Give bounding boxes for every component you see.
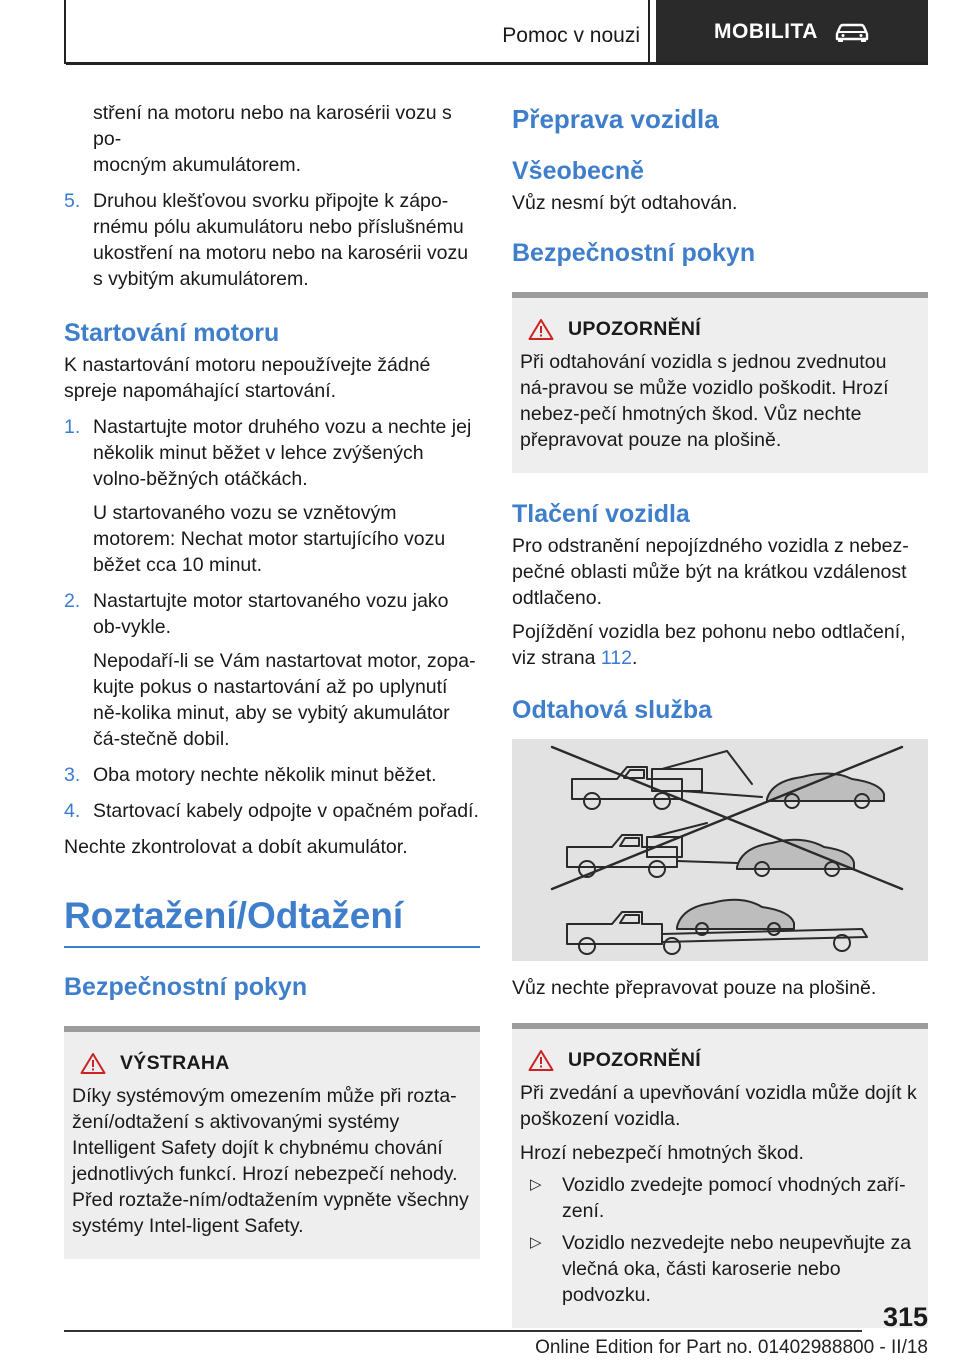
step-number: 1. bbox=[64, 416, 81, 438]
header-divider bbox=[64, 0, 66, 64]
section-heading: Bezpečnostní pokyn bbox=[64, 973, 308, 1001]
caution-box bbox=[512, 1023, 928, 1328]
footer-edition: Online Edition for Part no. 01402988800 - II/18 bbox=[535, 1337, 928, 1358]
header-chapter-label: MOBILITA bbox=[714, 20, 818, 43]
paragraph: Vůz nesmí být odtahován. bbox=[512, 192, 738, 214]
paragraph: Pro odstranění nepojízdného vozidla z nebez-pečné oblasti může být na krátkou vzdálenost odtlačeno. bbox=[512, 535, 909, 609]
warning-header bbox=[80, 1052, 472, 1075]
caution-text: Při odtahování vozidla s jednou zvednutou ná-pravou se může vozidlo poškodit. Hrozí nebez-pečí hmotných škod. Vůz nechte přepravovat pouze na plošině. bbox=[520, 351, 889, 451]
step-text: Oba motory nechte několik minut běžet. bbox=[93, 764, 437, 786]
step-text: Nastartujte motor startovaného vozu jako ob-vykle. bbox=[93, 590, 449, 638]
step-item bbox=[64, 588, 480, 752]
warning-triangle-icon bbox=[80, 1052, 106, 1075]
page-number: 315 bbox=[882, 1302, 928, 1332]
continued-line: stření na motoru nebo na karosérii vozu s po- bbox=[93, 102, 452, 150]
towing-methods-drawing bbox=[512, 739, 928, 961]
page-header bbox=[0, 0, 960, 66]
step-number: 5. bbox=[64, 190, 81, 212]
figure-caption: Vůz nechte přepravovat pouze na plošině. bbox=[512, 977, 877, 999]
paragraph: Nechte zkontrolovat a dobít akumulátor. bbox=[64, 836, 408, 858]
prohibited-cross-marks bbox=[552, 747, 902, 889]
chapter-rule bbox=[64, 946, 480, 948]
warning-box bbox=[64, 1026, 480, 1259]
subsection-heading: Všeobecně bbox=[512, 157, 645, 185]
step-item bbox=[64, 798, 480, 824]
subsection-heading: Bezpečnostní pokyn bbox=[512, 239, 756, 267]
step-number: 2. bbox=[64, 590, 81, 612]
caution-text: Hrozí nebezpečí hmotných škod. bbox=[520, 1142, 804, 1164]
bullet-item bbox=[520, 1230, 920, 1308]
bullet-text: Vozidlo nezvedejte nebo neupevňujte za vlečná oka, části karoserie nebo podvozku. bbox=[562, 1232, 912, 1306]
bullet-item bbox=[520, 1172, 920, 1224]
subsection-heading: Tlačení vozidla bbox=[512, 500, 690, 528]
step-number: 3. bbox=[64, 764, 81, 786]
caution-title: UPOZORNĚNÍ bbox=[568, 1049, 702, 1071]
caution-header bbox=[528, 1049, 920, 1072]
paragraph-text: Pojíždění vozidla bez pohonu nebo odtlačení, viz strana bbox=[512, 621, 906, 669]
paragraph: K nastartování motoru nepoužívejte žádné spreje napomáhající startování. bbox=[64, 354, 431, 402]
header-chapter-tab bbox=[656, 0, 928, 64]
caution-text: Při zvedání a upevňování vozidla může dojít k poškození vozidla. bbox=[520, 1082, 917, 1130]
tow-truck-lift-row bbox=[572, 751, 884, 809]
triangle-bullet-icon: ▷ bbox=[530, 1234, 542, 1251]
warning-text: Díky systémovým omezením může při rozta-žení/odtažení s aktivovanými systémy Intelligent Safety dojít k chybnému chování jednotlivých funkcí. Hrozí nebezpečí nehody. Před roztaže-ním/odtažením vypněte všechny systémy Intel-ligent Safety. bbox=[72, 1085, 469, 1237]
tow-truck-wheel-lift-row bbox=[567, 823, 854, 877]
step-item bbox=[64, 414, 480, 578]
triangle-bullet-icon: ▷ bbox=[530, 1176, 542, 1193]
page-link[interactable]: 112 bbox=[600, 647, 632, 669]
step-text: Nastartujte motor druhého vozu a nechte jej několik minut běžet v lehce zvýšených volno-běžných otáčkách. bbox=[93, 416, 472, 490]
step-note: U startovaného vozu se vznětovým motorem: Nechat motor startujícího vozu běžet cca 10 minut. bbox=[93, 502, 446, 576]
continued-line: mocným akumulátorem. bbox=[93, 154, 302, 176]
flatbed-truck-row bbox=[567, 900, 867, 954]
left-column bbox=[64, 100, 480, 1259]
towing-illustration bbox=[512, 739, 928, 961]
caution-header bbox=[528, 318, 920, 341]
bullet-text: Vozidlo zvedejte pomocí vhodných zaří-zení. bbox=[562, 1174, 906, 1222]
step-item bbox=[64, 188, 480, 292]
step-text: Druhou klešťovou svorku připojte k zápo-rnému pólu akumulátoru nebo příslušnému ukostření na motoru nebo na karosérii vozu s vybitým akumulátorem. bbox=[93, 190, 469, 290]
warning-triangle-icon bbox=[528, 318, 554, 341]
header-divider bbox=[648, 0, 650, 64]
caution-title: UPOZORNĚNÍ bbox=[568, 318, 702, 340]
section-heading: Přeprava vozidla bbox=[512, 104, 719, 134]
step-number: 4. bbox=[64, 800, 81, 822]
chapter-heading: Roztažení/Odtažení bbox=[64, 895, 404, 936]
paragraph-text: . bbox=[631, 647, 638, 669]
subsection-heading: Odtahová služba bbox=[512, 696, 713, 724]
paragraph bbox=[512, 619, 928, 671]
caution-box bbox=[512, 292, 928, 473]
section-heading: Startování motoru bbox=[64, 319, 280, 347]
header-section-title: Pomoc v nouzi bbox=[502, 24, 640, 47]
step-text: Startovací kabely odpojte v opačném pořadí. bbox=[93, 800, 479, 822]
step-note: Nepodaří-li se Vám nastartovat motor, zopa-kujte pokus o nastartování až po uplynutí ně-kolika minut, aby se vybitý akumulátor čá-stečně dobil. bbox=[93, 650, 476, 750]
step-item bbox=[64, 762, 480, 788]
warning-title: VÝSTRAHA bbox=[120, 1052, 230, 1074]
right-column bbox=[512, 100, 928, 1328]
header-rule bbox=[66, 62, 928, 65]
warning-triangle-icon bbox=[528, 1049, 554, 1072]
footer-rule bbox=[64, 1330, 862, 1332]
car-icon bbox=[834, 21, 870, 43]
continued-step bbox=[64, 100, 480, 178]
